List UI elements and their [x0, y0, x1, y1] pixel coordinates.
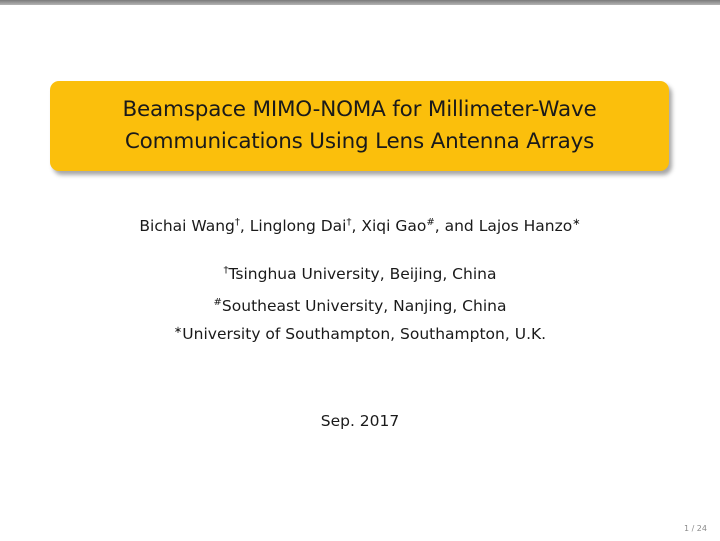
author-mark: ∗ — [572, 217, 581, 228]
author-name: Bichai Wang — [139, 217, 235, 235]
affiliation-2 — [0, 297, 720, 315]
affiliation-1 — [0, 265, 720, 283]
author-mark: † — [234, 217, 240, 228]
author-separator: , — [351, 217, 362, 235]
author-name: Xiqi Gao — [361, 217, 427, 235]
top-bar — [0, 0, 720, 5]
author-name: Linglong Dai — [249, 217, 347, 235]
affiliation-mark: † — [223, 265, 229, 276]
author-mark: † — [346, 217, 352, 228]
author-mark: # — [426, 217, 435, 228]
affiliation-mark: # — [213, 297, 222, 308]
title-line-1: Beamspace MIMO-NOMA for Millimeter-Wave — [122, 97, 597, 122]
affiliation-3 — [0, 325, 720, 343]
affiliation-text: Southeast University, Nanjing, China — [221, 297, 507, 315]
page-number: 1 / 24 — [683, 524, 707, 533]
author-list — [0, 217, 720, 235]
affiliation-text: Tsinghua University, Beijing, China — [228, 265, 497, 283]
title-box — [50, 81, 669, 171]
affiliation-text: University of Southampton, Southampton, U.K. — [182, 325, 547, 343]
title-line-2: Communications Using Lens Antenna Arrays — [124, 129, 595, 154]
affiliation-mark: ∗ — [173, 325, 183, 336]
author-name: Lajos Hanzo — [478, 217, 573, 235]
author-separator: , — [239, 217, 250, 235]
presentation-date: Sep. 2017 — [320, 412, 400, 430]
author-separator: , and — [434, 217, 479, 235]
